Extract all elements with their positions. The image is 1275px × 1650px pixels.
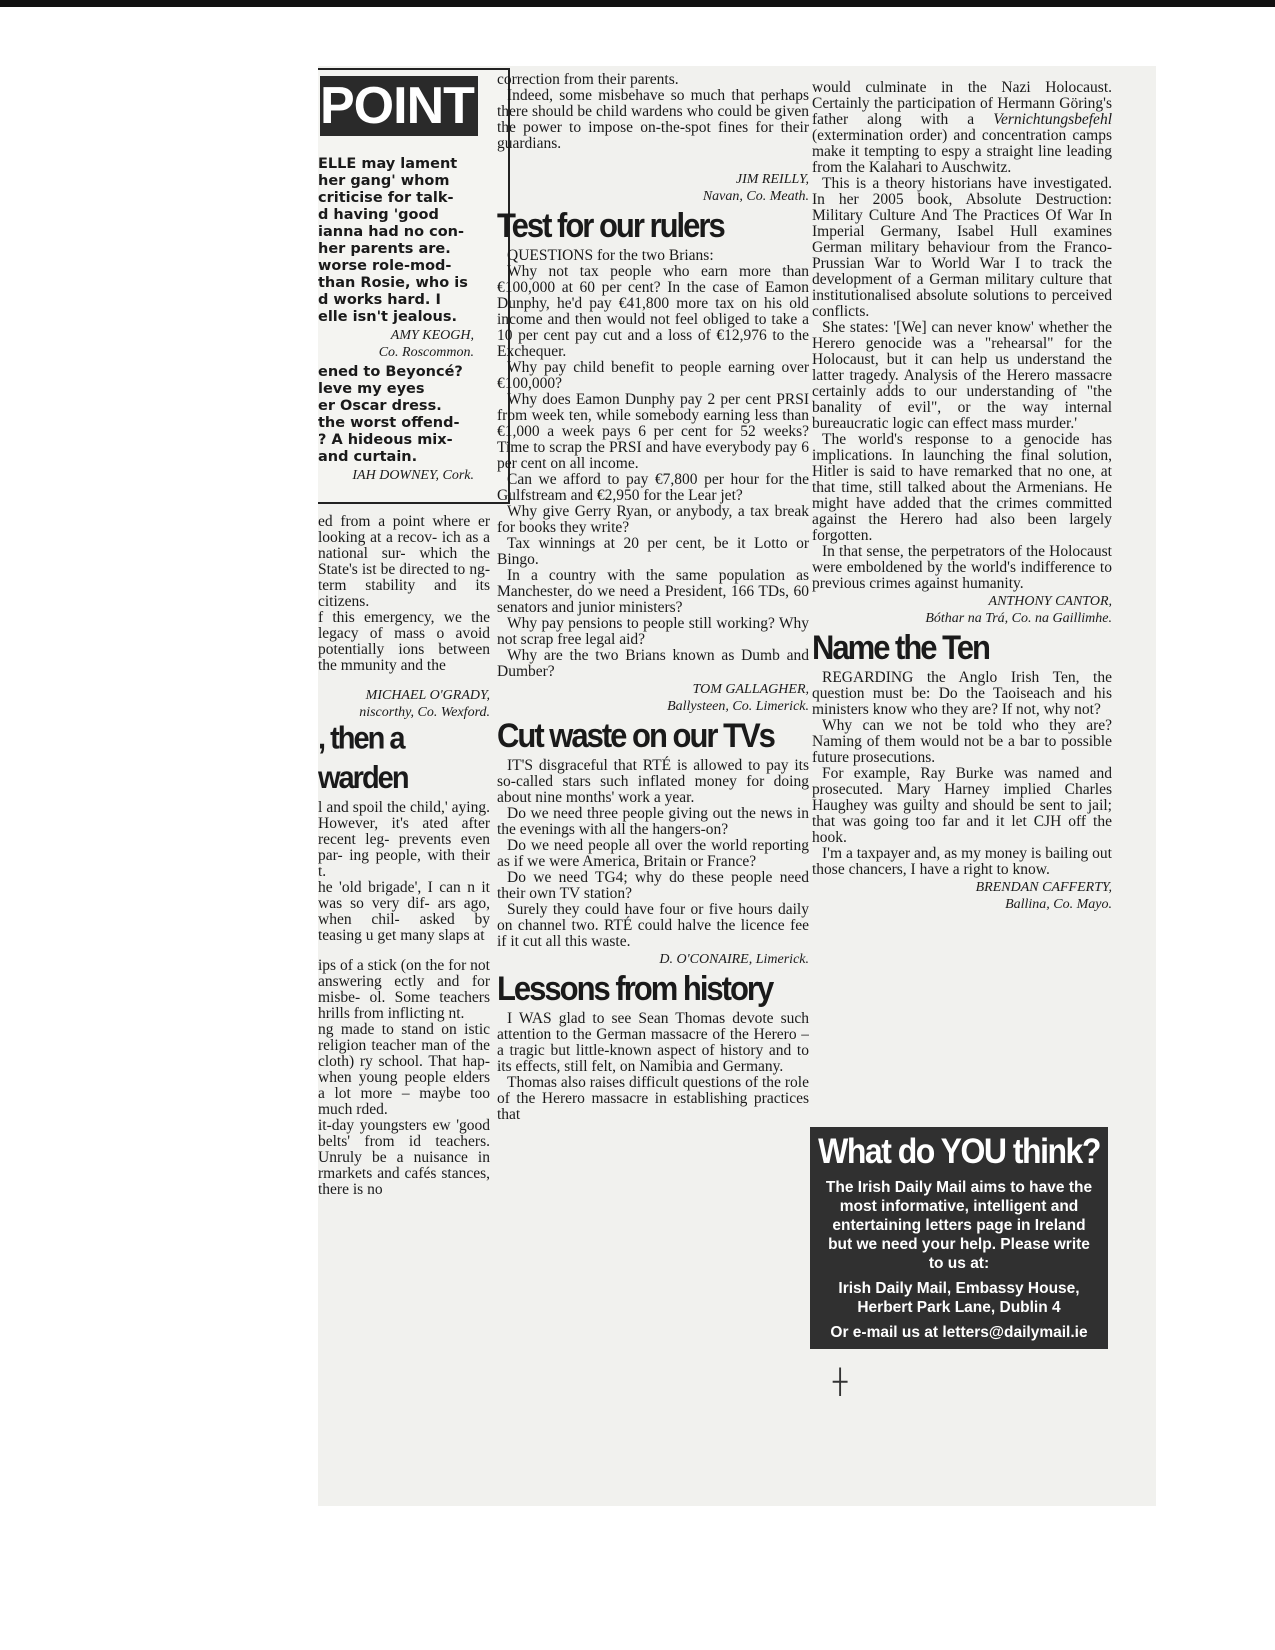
paragraph: Why are the two Brians known as Dumb and Dumber? bbox=[497, 647, 809, 680]
text-line: ELLE may lament bbox=[318, 156, 458, 172]
paragraph bbox=[812, 80, 1112, 176]
paragraph: REGARDING the Anglo Irish Ten, the question must be: Do the Taoiseach and his ministers know who they are? If not, why not? bbox=[812, 669, 1112, 718]
paragraph: Thomas also raises difficult questions of the role of the Herero massacre in establishing practices that bbox=[497, 1074, 809, 1123]
text-line: leve my eyes bbox=[318, 381, 425, 397]
text-line: ened to Beyoncé? bbox=[318, 364, 463, 380]
text-line: ianna had no con- bbox=[318, 224, 464, 240]
paragraph: For example, Ray Burke was named and prosecuted. Mary Harney implied Charles Haughey was guilty and should be sent to jail; that was going too far and it let CJH off the hook. bbox=[812, 765, 1112, 846]
text-line: er Oscar dress. bbox=[318, 398, 442, 414]
paragraph: Why does Eamon Dunphy pay 2 per cent PRSI from week ten, while somebody earning less than €1,000 a week pays 6 per cent for 52 weeks? Time to scrap the PRSI and have everybody pay 6 per cent on all income. bbox=[497, 391, 809, 472]
paragraph: Do we need people all over the world reporting as if we were America, Britain or France? bbox=[497, 837, 809, 870]
paragraph: In that sense, the perpetrators of the Holocaust were emboldened by the world's indifference to previous crimes against humanity. bbox=[812, 543, 1112, 592]
signature: IAH DOWNEY, Cork. bbox=[352, 468, 474, 483]
paragraph: I'm a taxpayer and, as my money is bailing out those chancers, I have a right to know. bbox=[812, 845, 1112, 878]
italic-term: Vernichtungsbefehl bbox=[993, 111, 1112, 128]
point-box-letters bbox=[318, 156, 474, 483]
promo-address-line: Irish Daily Mail, Embassy House, bbox=[838, 1280, 1080, 1297]
text-line: d having 'good bbox=[318, 207, 439, 223]
signature-location: Navan, Co. Meath. bbox=[702, 189, 809, 204]
paragraph: ips of a stick (on the for not answering ectly and for misbe- ol. Some teachers hrills from inflicting nt. bbox=[318, 957, 490, 1022]
paragraph: l and spoil the child,' aying. However, it's ated after recent leg- prevents even par- ing people, with their t. bbox=[318, 799, 490, 880]
paragraph: In a country with the same population as Manchester, do we need a President, 166 TDs, 60 senators and junior ministers? bbox=[497, 567, 809, 616]
column-3 bbox=[812, 80, 1112, 1120]
text-line: and curtain. bbox=[318, 449, 418, 465]
paragraph: he 'old brigade', I can n it was so very dif- ars ago, when chil- asked by teasing u get many slaps at bbox=[318, 879, 490, 944]
paragraph: Tax winnings at 20 per cent, be it Lotto or Bingo. bbox=[497, 535, 809, 568]
promo-address-line: Herbert Park Lane, Dublin 4 bbox=[857, 1299, 1061, 1316]
paragraph: it-day youngsters ew 'good belts' from id teachers. Unruly be a nuisance in rmarkets and cafés stances, there is no bbox=[318, 1117, 490, 1198]
text-line: her parents are. bbox=[318, 241, 451, 257]
paragraph: Why not tax people who earn more than €100,000 at 60 per cent? In the case of Eamon Dunphy, he'd pay €41,800 more tax on his old income and then would not feel obliged to take a 10 per cent pay cut and a loss of €12,976 to the Exchequer. bbox=[497, 263, 809, 360]
headline: Lessons from history bbox=[497, 969, 773, 1008]
section-title: POINT bbox=[320, 76, 478, 136]
paragraph: QUESTIONS for the two Brians: bbox=[507, 247, 714, 264]
paragraph: ed from a point where er looking at a recov- ich as a national sur- which the State's ist be directed to ng-term stability and its citizens. bbox=[318, 514, 490, 610]
text-run: (extermination order) and concentration camps make it tempting to espy a straight line leading from the Kalahari to Auschwitz. bbox=[812, 127, 1112, 176]
paragraph: She states: '[We] can never know' whether the Herero genocide was a "rehearsal" for the Holocaust, but it can help us understand the latter tragedy. Analysis of the Herero massacre certainly adds to our understanding of "the banality of evil", or the way internal bureaucratic logic can effect mass murder.' bbox=[812, 319, 1112, 432]
text-line: worse role-mod- bbox=[318, 258, 452, 274]
paragraph: Do we need three people giving out the news in the evenings with all the hangers-on? bbox=[497, 805, 809, 838]
text-line: elle isn't jealous. bbox=[318, 309, 457, 325]
paragraph: Why pay child benefit to people earning over €100,000? bbox=[497, 359, 809, 392]
letter-beyonce bbox=[318, 364, 474, 483]
column-2 bbox=[497, 72, 809, 1348]
paragraph: Why can we not be told who they are? Naming of them would not be a bar to possible future prosecutions. bbox=[812, 717, 1112, 766]
signature-location: Co. Roscommon. bbox=[378, 345, 474, 360]
text-line: ? A hideous mix- bbox=[318, 432, 453, 448]
text-line: criticise for talk- bbox=[318, 190, 454, 206]
letters-promo-box bbox=[810, 1127, 1108, 1349]
signature: MICHAEL O'GRADY, bbox=[365, 688, 490, 703]
signature-location: Ballina, Co. Mayo. bbox=[1005, 897, 1112, 912]
paragraph: Why pay pensions to people still working? Why not scrap free legal aid? bbox=[497, 615, 809, 648]
signature: BRENDAN CAFFERTY, bbox=[975, 880, 1112, 895]
paragraph: f this emergency, we the legacy of mass o avoid potentially ions between the mmunity and the bbox=[318, 609, 490, 674]
text-run: would culminate in the Nazi Holocaust. Certainly the participation of Hermann Göring's father along with a bbox=[812, 80, 1112, 128]
letter-amy-keogh bbox=[318, 156, 474, 360]
scan-edge-bar bbox=[0, 0, 1275, 7]
text-line: the worst offend- bbox=[318, 415, 460, 431]
signature: D. O'CONAIRE, Limerick. bbox=[659, 952, 809, 967]
signature-location: Ballysteen, Co. Limerick. bbox=[667, 699, 809, 714]
paragraph: Surely they could have four or five hours daily on channel two. RTÉ could halve the licence fee if it cut all this waste. bbox=[497, 901, 809, 950]
text-line: her gang' whom bbox=[318, 173, 450, 189]
headline: , then a warden bbox=[318, 721, 408, 796]
paragraph: Can we afford to pay €7,800 per hour for the Gulfstream and €2,950 for the Lear jet? bbox=[497, 471, 809, 504]
headline: Cut waste on our TVs bbox=[497, 716, 774, 755]
paragraph: The world's response to a genocide has implications. In launching the final solution, Hitler is said to have remarked that no one, at that time, still talked about the Armenians. He might have added that the crimes committed against the Herero had also been largely forgotten. bbox=[812, 431, 1112, 544]
headline: Name the Ten bbox=[812, 628, 989, 667]
promo-body: The Irish Daily Mail aims to have the most informative, intelligent and entertaining letters page in Ireland but we need your help. Please write to us at: bbox=[825, 1179, 1093, 1272]
registration-mark-icon: ┼ bbox=[833, 1368, 848, 1396]
paragraph: IT'S disgraceful that RTÉ is allowed to pay its so-called stars such inflated money for doing about nine months' work a year. bbox=[497, 757, 809, 806]
paragraph: I WAS glad to see Sean Thomas devote such attention to the German massacre of the Herero – a tragic but little-known aspect of history and to its effects, still felt, on Namibia and Germany. bbox=[497, 1010, 809, 1075]
headline: Test for our rulers bbox=[497, 206, 724, 245]
paragraph: This is a theory historians have investigated. In her 2005 book, Absolute Destruction: Military Culture And The Practices Of War In Imperial Germany, Isabel Hull examines German military behaviour from the Franco-Prussian War to World War I to track the development of a German military culture that institutionalised absolute solutions to perceived conflicts. bbox=[812, 175, 1112, 320]
signature: TOM GALLAGHER, bbox=[692, 682, 809, 697]
text-line: than Rosie, who is bbox=[318, 275, 468, 291]
signature-location: niscorthy, Co. Wexford. bbox=[359, 705, 490, 720]
paragraph: Do we need TG4; why do these people need their own TV station? bbox=[497, 869, 809, 902]
paragraph: ng made to stand on istic religion teacher man of the cloth) ry school. That hap- when young people elders a lot more – maybe too much rded. bbox=[318, 1021, 490, 1118]
signature: AMY KEOGH, bbox=[390, 328, 474, 343]
promo-email-line: Or e-mail us at letters@dailymail.ie bbox=[830, 1324, 1088, 1341]
paragraph: Why give Gerry Ryan, or anybody, a tax break for books they write? bbox=[497, 503, 809, 536]
signature: ANTHONY CANTOR, bbox=[988, 594, 1112, 609]
paragraph: Indeed, some misbehave so much that perhaps there should be child wardens who could be given the power to impose on-the-spot fines for their guardians. bbox=[497, 87, 809, 152]
signature: JIM REILLY, bbox=[735, 172, 809, 187]
paragraph: correction from their parents. bbox=[497, 72, 679, 88]
column-1-lower bbox=[318, 514, 490, 1198]
text-line: d works hard. I bbox=[318, 292, 441, 308]
signature-location: Bóthar na Trá, Co. na Gaillimhe. bbox=[925, 611, 1112, 626]
promo-title: What do YOU think? bbox=[818, 1131, 1100, 1171]
